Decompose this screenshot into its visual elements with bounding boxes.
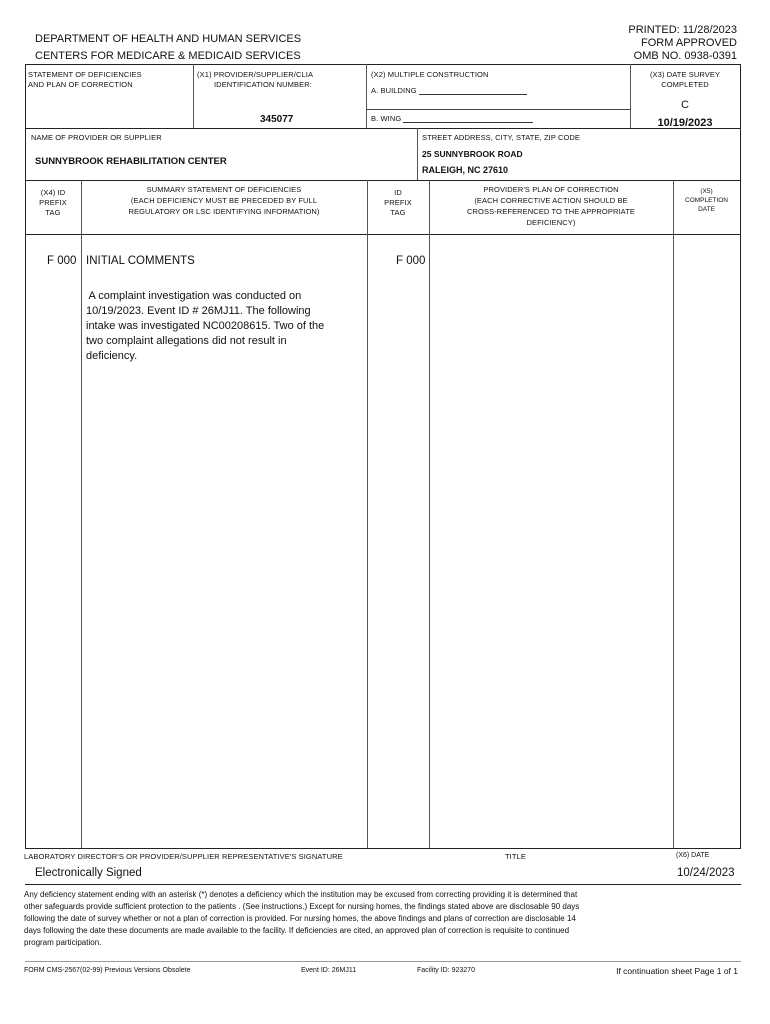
survey-date: 10/19/2023 bbox=[657, 117, 713, 129]
x3-label-1: (X3) DATE SURVEY bbox=[649, 70, 721, 79]
id-label-3: TAG bbox=[390, 208, 406, 217]
paragraph-line: 10/19/2023. Event ID # 26MJ11. The following bbox=[86, 305, 311, 317]
signature-label: LABORATORY DIRECTOR'S OR PROVIDER/SUPPLIER REPRESENTATIVE'S SIGNATURE bbox=[24, 852, 343, 861]
col-divider-id bbox=[429, 180, 430, 848]
signature-date: 10/24/2023 bbox=[677, 867, 735, 879]
city-state-zip: RALEIGH, NC 27610 bbox=[422, 165, 509, 175]
x6-date-label: (X6) DATE bbox=[676, 852, 710, 859]
street-address: 25 SUNNYBROOK ROAD bbox=[422, 149, 523, 159]
statement-label-1: STATEMENT OF DEFICIENCIES bbox=[28, 70, 142, 79]
x5-label-3: DATE bbox=[698, 206, 715, 213]
statement-label-2: AND PLAN OF CORRECTION bbox=[28, 80, 133, 89]
x4-label-2: PREFIX bbox=[39, 198, 67, 207]
prefix-tag-left: F 000 bbox=[47, 255, 77, 267]
x3-label-2: COMPLETED bbox=[661, 80, 709, 89]
form-number: FORM CMS-2567(02-99) Previous Versions Obsolete bbox=[24, 967, 191, 974]
x4-label-1: (X4) ID bbox=[40, 188, 66, 197]
x5-label-1: (X5) bbox=[700, 188, 713, 195]
col-divider-plan bbox=[673, 180, 674, 848]
signature-value: Electronically Signed bbox=[35, 867, 142, 879]
disclaimer-line: program participation. bbox=[24, 938, 102, 947]
disclaimer-line: Any deficiency statement ending with an asterisk (*) denotes a deficiency which the institution may be excused from correcting providing it is determined that bbox=[24, 890, 578, 899]
event-id: Event ID: 26MJ11 bbox=[301, 967, 357, 974]
facility-id: Facility ID: 923270 bbox=[417, 967, 475, 974]
left-border bbox=[25, 64, 26, 848]
survey-code: C bbox=[681, 99, 689, 111]
x5-label-2: COMPLETION bbox=[685, 197, 728, 204]
wing-field bbox=[371, 114, 533, 123]
prefix-tag-right: F 000 bbox=[396, 255, 426, 267]
plan-label-2: (EACH CORRECTIVE ACTION SHOULD BE bbox=[474, 196, 628, 205]
wing-label: B. WING bbox=[371, 114, 402, 123]
agency-line-2: CENTERS FOR MEDICARE & MEDICAID SERVICES bbox=[35, 50, 301, 62]
provider-name: SUNNYBROOK REHABILITATION CENTER bbox=[35, 156, 227, 167]
printed-date: PRINTED: 11/28/2023 bbox=[628, 24, 737, 36]
building-label: A. BUILDING bbox=[371, 86, 417, 95]
paragraph-line: intake was investigated NC00208615. Two of the bbox=[86, 320, 325, 332]
deficiency-heading: INITIAL COMMENTS bbox=[86, 255, 195, 267]
complaint-paragraph bbox=[86, 289, 324, 364]
signature-divider bbox=[25, 848, 741, 849]
building-blank bbox=[419, 94, 527, 95]
omb-number: OMB NO. 0938-0391 bbox=[633, 50, 737, 62]
building-field bbox=[371, 86, 527, 95]
summary-label-1: SUMMARY STATEMENT OF DEFICIENCIES bbox=[146, 185, 302, 194]
form-approved: FORM APPROVED bbox=[641, 37, 737, 49]
x2-label: (X2) MULTIPLE CONSTRUCTION bbox=[371, 70, 489, 79]
plan-label-4: DEFICIENCY) bbox=[526, 218, 576, 227]
summary-label-2: (EACH DEFICIENCY MUST BE PRECEDED BY FULL bbox=[130, 196, 318, 205]
disclaimer-text bbox=[24, 889, 579, 949]
paragraph-line: deficiency. bbox=[86, 350, 138, 362]
summary-label-3: REGULATORY OR LSC IDENTIFYING INFORMATION) bbox=[128, 207, 320, 216]
title-label: TITLE bbox=[505, 852, 526, 861]
x4-label-3: TAG bbox=[45, 208, 61, 217]
address-label: STREET ADDRESS, CITY, STATE, ZIP CODE bbox=[422, 133, 581, 142]
right-border bbox=[740, 64, 741, 848]
paragraph-line: two complaint allegations did not result in bbox=[86, 335, 287, 347]
id-label-2: PREFIX bbox=[384, 198, 412, 207]
plan-label-3: CROSS-REFERENCED TO THE APPROPRIATE bbox=[467, 207, 635, 216]
col-divider-summary bbox=[367, 180, 368, 848]
x1-label-2: IDENTIFICATION NUMBER: bbox=[214, 80, 312, 89]
provider-id-number: 345077 bbox=[260, 114, 294, 125]
col-divider-prefix bbox=[81, 180, 82, 848]
provider-name-label: NAME OF PROVIDER OR SUPPLIER bbox=[31, 133, 162, 142]
disclaimer-line: days following the date these documents are made available to the facility. If deficiencies are cited, an approved plan of correction is requisite to continued bbox=[24, 926, 570, 935]
wing-blank bbox=[403, 122, 533, 123]
plan-label-1: PROVIDER'S PLAN OF CORRECTION bbox=[483, 185, 619, 194]
disclaimer-line: other safeguards provide sufficient protection to the patients . (See instructions.) Except for nursing homes, the findings stated above are disclosable 90 days bbox=[24, 902, 580, 911]
paragraph-line: A complaint investigation was conducted on bbox=[86, 290, 302, 302]
disclaimer-line: following the date of survey whether or not a plan of correction is provided. For nursing homes, the above findings and plans of correction are disclosable 14 bbox=[24, 914, 576, 923]
agency-line-1: DEPARTMENT OF HEALTH AND HUMAN SERVICES bbox=[35, 33, 302, 45]
page-indicator: If continuation sheet Page 1 of 1 bbox=[616, 966, 738, 976]
id-label-1: ID bbox=[394, 188, 402, 197]
x1-label-1: (X1) PROVIDER/SUPPLIER/CLIA bbox=[197, 70, 314, 79]
top-border bbox=[25, 64, 741, 65]
